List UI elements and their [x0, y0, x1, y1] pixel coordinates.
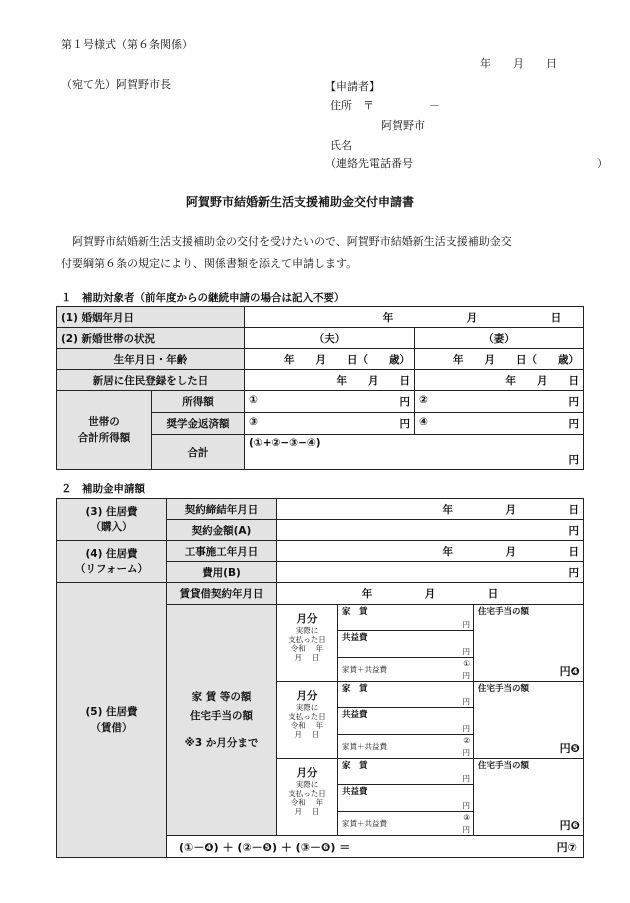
- body-line-2: 付要綱第６条の規定により、関係書類を添えて申請します。: [61, 257, 358, 270]
- income-label: 所得額: [152, 391, 245, 413]
- husband-header: （夫）: [245, 328, 415, 349]
- cost-label: 費用(B): [167, 562, 277, 583]
- purchase-line2: （購入）: [90, 520, 133, 533]
- reform-line1: (4) 住居費: [85, 547, 138, 560]
- wife-resident-field[interactable]: 年 月 日: [415, 370, 584, 391]
- paid-line2: 支払った日: [288, 789, 326, 798]
- lease-date-label: 賃貸借契約年月日: [167, 583, 277, 605]
- month3-rent[interactable]: [338, 759, 474, 785]
- birth-label: 生年月日・年齢: [57, 349, 245, 370]
- final-formula: (①－❹) ＋ (②－❺) ＋ (③－❻) ＝: [179, 840, 351, 854]
- income-group-line1: 世帯の: [88, 416, 120, 428]
- work-date-label: 工事施工年月日: [167, 541, 277, 562]
- month3-sum[interactable]: [338, 812, 474, 836]
- month1-cell[interactable]: [277, 605, 338, 682]
- sum-label-m1: 家賃＋共益費: [342, 665, 387, 674]
- addressee: （宛て先）阿賀野市長: [61, 78, 171, 91]
- yen-unit: 円: [462, 825, 470, 834]
- husband-resident-field[interactable]: 年 月 日: [245, 370, 415, 391]
- wife-income-field[interactable]: [415, 391, 584, 413]
- circle-3: ③: [249, 416, 258, 428]
- yen-unit: 円: [568, 454, 579, 466]
- rent-label-m1: 家 賃: [342, 607, 368, 617]
- wife-loan-field[interactable]: [415, 413, 584, 435]
- applicant-name: 氏名: [330, 139, 352, 152]
- rent-line2: （賃借）: [90, 722, 133, 734]
- common-label-m1: 共益費: [342, 633, 368, 643]
- paid-line1: 実際に: [295, 780, 319, 789]
- date-line: 年 月 日: [480, 57, 557, 70]
- wife-header: （妻）: [415, 328, 584, 349]
- month1-common[interactable]: [338, 631, 474, 658]
- section1-table: [56, 306, 584, 470]
- body-line-1: 阿賀野市結婚新生活支援補助金の交付を受けたいので、阿賀野市結婚新生活支援補助金交: [61, 235, 512, 248]
- total-field[interactable]: [245, 435, 584, 470]
- paid-line3: 令和 年: [290, 644, 324, 653]
- applicant-phone: （連絡先電話番号: [325, 157, 413, 170]
- yen-unit: 円: [462, 801, 470, 810]
- yen-unit: 円: [399, 396, 410, 408]
- applicant-phone-close: ）: [597, 157, 608, 170]
- loan-label: 奨学金返済額: [152, 413, 245, 435]
- applicant-city: 阿賀野市: [381, 119, 425, 132]
- cost-field[interactable]: 円: [277, 562, 584, 583]
- purchase-label: [57, 499, 167, 541]
- purchase-line1: (3) 住居費: [85, 505, 138, 518]
- marriage-date-field[interactable]: 年 月 日: [245, 307, 584, 328]
- marriage-date-label: (1) 婚姻年月日: [57, 307, 245, 328]
- reform-line2: （リフォーム）: [75, 562, 148, 575]
- husband-birth-field[interactable]: 年 月 日（ 歳）: [245, 349, 415, 370]
- contract-date-field[interactable]: 年 月 日: [277, 499, 584, 520]
- husband-income-field[interactable]: [245, 391, 415, 413]
- circle-1: ①: [463, 659, 470, 668]
- paid-line4: 月 日: [294, 653, 320, 662]
- month-label: 月分: [296, 767, 318, 779]
- month-label: 月分: [296, 613, 318, 625]
- rent-group-line3: ※3 か月分まで: [184, 736, 259, 749]
- rent-label-m2: 家 賃: [342, 684, 368, 694]
- final-yen-7: 円⑦: [556, 841, 577, 854]
- income-group-label: [57, 391, 152, 470]
- allowance-label-m2: 住宅手当の額: [478, 684, 530, 694]
- yen-unit: 円: [462, 647, 470, 656]
- month1-allowance[interactable]: [474, 605, 584, 682]
- rent-label-m3: 家 賃: [342, 761, 368, 771]
- month1-rent[interactable]: [338, 605, 474, 631]
- paid-line4: 月 日: [294, 807, 320, 816]
- sum-label-m2: 家賃＋共益費: [342, 742, 387, 751]
- month3-allowance[interactable]: [474, 759, 584, 836]
- sum-label-m3: 家賃＋共益費: [342, 819, 387, 828]
- month1-sum[interactable]: [338, 658, 474, 682]
- paid-line1: 実際に: [295, 626, 319, 635]
- circle-2: ②: [463, 736, 470, 745]
- paid-line1: 実際に: [295, 703, 319, 712]
- rent-group-label: [167, 605, 277, 836]
- paid-line3: 令和 年: [290, 721, 324, 730]
- section2-table: [56, 498, 584, 858]
- applicant-header: 【申請者】: [325, 80, 380, 93]
- common-label-m3: 共益費: [342, 787, 368, 797]
- circle-4: ④: [419, 416, 428, 428]
- yen-unit: 円: [462, 774, 470, 783]
- section1-heading: １ 補助対象者（前年度からの継続申請の場合は記入不要）: [61, 292, 345, 304]
- final-formula-row[interactable]: [167, 836, 584, 858]
- yen-unit: 円: [568, 396, 579, 408]
- month2-allowance[interactable]: [474, 682, 584, 759]
- rent-label: [57, 583, 167, 858]
- month2-sum[interactable]: [338, 735, 474, 759]
- circle-1: ①: [249, 394, 258, 406]
- contract-date-label: 契約締結年月日: [167, 499, 277, 520]
- total-formula: (①+②−③−④): [249, 437, 321, 449]
- yen-unit: 円: [462, 724, 470, 733]
- paid-line2: 支払った日: [288, 712, 326, 721]
- resident-label: 新居に住民登録をした日: [57, 370, 245, 391]
- allowance-label-m3: 住宅手当の額: [478, 761, 530, 771]
- allowance-yen-4: 円❹: [559, 665, 580, 678]
- applicant-address: 住所 〒 －: [330, 99, 440, 112]
- page-title: 阿賀野市結婚新生活支援補助金交付申請書: [186, 195, 415, 209]
- rent-group-line1: 家 賃 等の額: [191, 690, 252, 703]
- paid-line4: 月 日: [294, 730, 320, 739]
- work-date-field[interactable]: 年 月 日: [277, 541, 584, 562]
- contract-amount-label: 契約金額(A): [167, 520, 277, 541]
- total-label: 合計: [152, 435, 245, 470]
- household-label: (2) 新婚世帯の状況: [57, 328, 245, 349]
- month3-common[interactable]: [338, 785, 474, 812]
- section2-heading: ２ 補助金申請額: [61, 483, 145, 495]
- rent-line1: (5) 住居費: [85, 706, 138, 718]
- circle-2: ②: [419, 394, 428, 406]
- reform-label: [57, 541, 167, 583]
- month2-rent[interactable]: [338, 682, 474, 708]
- allowance-label-m1: 住宅手当の額: [478, 607, 530, 617]
- rent-group-line2: 住宅手当の額: [190, 709, 253, 722]
- form-number: 第１号様式（第６条関係）: [61, 38, 193, 51]
- lease-date-field[interactable]: 年 月 日: [277, 583, 584, 605]
- yen-unit: 円: [462, 620, 470, 629]
- husband-loan-field[interactable]: [245, 413, 415, 435]
- yen-unit: 円: [462, 748, 470, 757]
- yen-unit: 円: [568, 418, 579, 430]
- yen-unit: 円: [462, 697, 470, 706]
- wife-birth-field[interactable]: 年 月 日（ 歳）: [415, 349, 584, 370]
- yen-unit: 円: [462, 671, 470, 680]
- month2-cell[interactable]: [277, 682, 338, 759]
- month-label: 月分: [296, 690, 318, 702]
- common-label-m2: 共益費: [342, 710, 368, 720]
- income-group-line2: 合計所得額: [77, 432, 131, 444]
- paid-line2: 支払った日: [288, 635, 326, 644]
- contract-amount-field[interactable]: 円: [277, 520, 584, 541]
- allowance-yen-5: 円❺: [559, 742, 580, 755]
- circle-3: ③: [463, 813, 470, 822]
- yen-unit: 円: [399, 418, 410, 430]
- paid-line3: 令和 年: [290, 798, 324, 807]
- month2-common[interactable]: [338, 708, 474, 735]
- allowance-yen-6: 円❻: [559, 819, 580, 832]
- month3-cell[interactable]: [277, 759, 338, 836]
